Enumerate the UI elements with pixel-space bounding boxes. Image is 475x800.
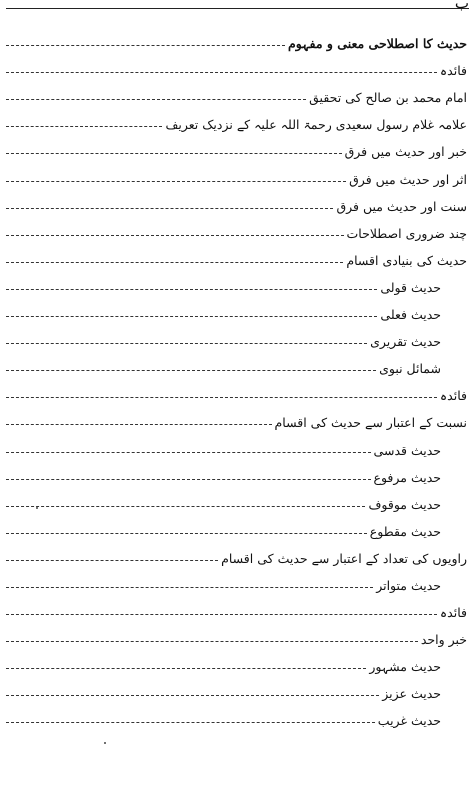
toc-entry xyxy=(6,485,467,512)
toc-entry-label: امام محمد بن صالح کی تحقیق xyxy=(309,90,467,106)
toc-entry xyxy=(6,430,467,457)
dotted-leader xyxy=(6,72,437,73)
dotted-leader xyxy=(6,614,437,615)
toc-entry-label: حدیث کا اصطلاحی معنی و مفہوم xyxy=(288,36,467,52)
toc-entry xyxy=(6,349,467,376)
toc-entry xyxy=(6,620,467,647)
dotted-leader xyxy=(6,153,342,154)
dotted-leader xyxy=(6,235,344,236)
toc-entry-label: چند ضروری اصطلاحات xyxy=(346,225,467,241)
toc-entry xyxy=(6,268,467,295)
toc-entry xyxy=(6,512,467,539)
toc-entry xyxy=(6,322,467,349)
dotted-leader xyxy=(6,343,367,344)
toc-entry-label: حدیث مرفوع xyxy=(373,469,441,485)
toc-entry-label: حدیث مقطوع xyxy=(369,523,441,539)
toc-entry xyxy=(6,403,467,430)
toc-entry xyxy=(6,78,467,105)
toc-entry xyxy=(6,566,467,593)
dotted-leader xyxy=(6,641,418,642)
toc-entry xyxy=(6,132,467,159)
scan-speck xyxy=(36,507,38,509)
dotted-leader xyxy=(6,668,366,669)
toc-entry-label: حدیث متواتر xyxy=(376,577,441,593)
toc-entry xyxy=(6,159,467,186)
toc-entry-label: حدیث قدسی xyxy=(373,442,441,458)
dotted-leader xyxy=(6,722,375,723)
dotted-leader xyxy=(6,99,306,100)
toc-entry xyxy=(6,701,467,728)
toc-entry xyxy=(6,295,467,322)
toc-entry-label: نسبت کے اعتبار سے حدیث کی اقسام xyxy=(274,415,467,431)
dotted-leader xyxy=(6,262,343,263)
dotted-leader xyxy=(6,452,371,453)
toc-entry-label: فائدہ xyxy=(439,388,467,404)
dotted-leader xyxy=(6,208,333,209)
dotted-leader xyxy=(6,533,367,534)
toc-entry-label: حدیث تقریری xyxy=(370,334,441,350)
top-rule xyxy=(6,8,469,9)
dotted-leader xyxy=(6,479,371,480)
toc-entry-label: حدیث عزیز xyxy=(382,686,441,702)
toc-entry-label: فائدہ xyxy=(439,605,467,621)
dotted-leader xyxy=(6,560,218,561)
toc-entry xyxy=(6,539,467,566)
dotted-leader xyxy=(6,126,162,127)
dotted-leader xyxy=(6,316,377,317)
dotted-leader xyxy=(6,370,376,371)
toc-entry-label: حدیث قولی xyxy=(380,279,441,295)
toc-entry xyxy=(6,376,467,403)
dotted-leader xyxy=(6,695,379,696)
toc-entry-label: حدیث غریب xyxy=(377,713,441,729)
toc-entry xyxy=(6,647,467,674)
toc-entry xyxy=(6,105,467,132)
toc-entry-label: حدیث کی بنیادی اقسام xyxy=(346,252,467,268)
dotted-leader xyxy=(6,289,377,290)
toc-entry-label: شمائل نبوی xyxy=(379,361,441,377)
toc-entry-label: خبر واحد xyxy=(420,632,467,648)
dotted-leader xyxy=(6,424,272,425)
toc-entry-label: راویوں کی تعداد کے اعتبار سے حدیث کی اقسام xyxy=(221,550,467,566)
toc-entry xyxy=(6,24,467,51)
dotted-leader xyxy=(6,397,437,398)
toc-entry xyxy=(6,187,467,214)
scan-speck xyxy=(104,742,106,744)
toc-entry-label: اثر اور حدیث میں فرق xyxy=(349,171,467,187)
toc-entry-label: سنت اور حدیث میں فرق xyxy=(336,198,467,214)
toc-entry xyxy=(6,51,467,78)
toc-entry xyxy=(6,458,467,485)
table-of-contents xyxy=(6,24,467,728)
dotted-leader xyxy=(6,181,346,182)
toc-entry-label: حدیث موقوف xyxy=(368,496,441,512)
toc-entry-label: خبر اور حدیث میں فرق xyxy=(344,144,467,160)
dotted-leader xyxy=(6,587,373,588)
toc-entry-label: فائدہ xyxy=(439,63,467,79)
toc-entry xyxy=(6,674,467,701)
dotted-leader xyxy=(6,45,285,46)
dotted-leader xyxy=(6,506,365,507)
toc-entry xyxy=(6,241,467,268)
page-corner-mark: ب xyxy=(454,0,469,12)
toc-entry-label: علامہ غلام رسول سعیدی رحمۃ اللہ علیہ کے نزدیک تعریف xyxy=(165,117,467,133)
toc-entry xyxy=(6,593,467,620)
toc-entry-label: حدیث فعلی xyxy=(380,307,441,323)
toc-entry xyxy=(6,214,467,241)
toc-entry-label: حدیث مشہور xyxy=(369,659,441,675)
